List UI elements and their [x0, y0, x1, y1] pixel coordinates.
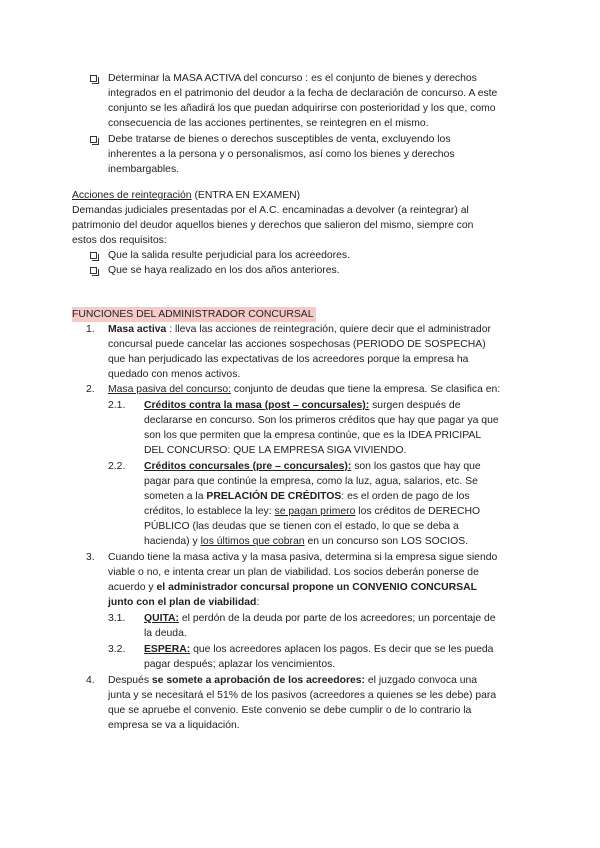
subitem-2-1-bold: Créditos contra la masa (post – concursales): — [144, 400, 370, 411]
item-3-line-3-bold: el administrador concursal propone un CONVENIO CONCURSAL — [156, 582, 477, 593]
requisito-1: Que la salida resulte perjudicial para los acreedores. — [108, 250, 351, 261]
item-2-line-1 — [108, 382, 500, 397]
subitem-2-1-line-4: DEL CONCURSO: QUE LA EMPRESA SIGA VIVIENDO. — [144, 445, 407, 456]
intro-bullet-1-line-3: conjunto se les añadirá los que puedan adquirirse con posterioridad y los que, como — [108, 103, 496, 114]
item-2-underlined: Masa pasiva del concurso: — [108, 384, 232, 395]
subitem-3-1-line-1-text: el perdón de la deuda por parte de los acreedores; un porcentaje de — [179, 613, 496, 624]
subitem-2-1-line-3: son los que permiten que la empresa continúe, que es la IDEA PRICIPAL — [144, 430, 482, 441]
intro-bullet-2-line-2: inherentes a la persona y o personalismos, así como los bienes y derechos — [108, 149, 455, 160]
item-3-line-4-b: : — [256, 597, 260, 608]
item-4-line-3: que se apruebe el convenio. Este convenio se debe cumplir o de lo contrario la — [108, 705, 472, 716]
item-3-line-1: Cuando tiene la masa activa y la masa pasiva, determina si la empresa sigue siendo — [108, 552, 498, 563]
ultimos-que-cobran-underlined: los últimos que cobran — [200, 536, 305, 547]
item-3-line-2: viable o no, e intenta crear un plan de viabilidad. Los socios deberán ponerse de — [108, 567, 479, 578]
subitem-3-1-number: 3.1. — [108, 613, 126, 624]
subitem-2-1-line-2: declararse en concurso. Son los primeros créditos que hay que pagar ya que — [144, 415, 499, 426]
item-1-line-2: concursal puede cancelar las acciones sospechosas (PERIODO DE SOSPECHA) — [108, 339, 486, 350]
reintegracion-paragraph-line-3: estos dos requisitos: — [72, 235, 167, 246]
item-1-number: 1. — [86, 324, 95, 335]
item-3-line-3 — [108, 580, 477, 595]
reintegracion-paragraph-line-2: patrimonio del deudor aquellos bienes y derechos que salieron del mismo, siempre con — [72, 220, 474, 231]
subitem-2-2-line-4-a: créditos, lo establece la ley: — [144, 506, 275, 517]
subitem-2-1-number: 2.1. — [108, 400, 126, 411]
requisito-2: Que se haya realizado en los dos años anteriores. — [108, 265, 340, 276]
item-1-bold: Masa activa — [108, 324, 167, 335]
item-4-number: 4. — [86, 675, 95, 686]
subitem-2-2-line-6 — [144, 534, 468, 549]
item-4-line-1-bold: se somete a aprobación de los acreedores: — [151, 675, 366, 686]
subitem-2-2-line-1 — [144, 459, 481, 474]
prelacion-creditos-bold: PRELACIÓN DE CRÉDITOS — [206, 491, 342, 502]
item-1-line-1-text: : lleva las acciones de reintegración, quiere decir que el administrador — [166, 324, 491, 335]
subitem-3-2-line-1-text: que los acreedores aplacen los pagos. Es decir que se les pueda — [190, 644, 494, 655]
subitem-2-1-line-1-text: surgen después de — [369, 400, 461, 411]
subitem-2-2-line-4 — [144, 504, 480, 519]
funciones-title: FUNCIONES DEL ADMINISTRADOR CONCURSAL — [72, 309, 314, 320]
item-4-line-4: empresa se va a liquidación. — [108, 720, 240, 731]
subitem-3-1-line-2: la deuda. — [144, 628, 187, 639]
item-4-line-1 — [108, 673, 477, 688]
subitem-2-2-line-3 — [144, 489, 470, 504]
intro-bullet-2-line-3: inembargables. — [108, 164, 180, 175]
item-1-line-4: quedado con menos activos. — [108, 369, 241, 380]
subitem-2-2-line-3-b: : es el orden de pago de los — [341, 491, 470, 502]
intro-bullet-1-line-1: Determinar la MASA ACTIVA del concurso : es el conjunto de bienes y derechos — [108, 73, 477, 84]
checkbox-bullet-icon — [90, 75, 97, 82]
item-1-line-3: que han perjudicado las expectativas de los acreedores porque la empresa ha — [108, 354, 469, 365]
subitem-2-2-line-6-b: en un concurso son LOS SOCIOS. — [304, 536, 469, 547]
subitem-2-2-line-5: PÚBLICO (las deudas que se tienen con el estado, lo que se deba a — [144, 521, 459, 532]
espera-bold: ESPERA: — [144, 644, 191, 655]
intro-bullet-1-line-2: integrados en el patrimonio del deudor a la fecha de declaración de concurso. A este — [108, 88, 498, 99]
checkbox-bullet-icon — [90, 267, 97, 274]
subitem-3-2-number: 3.2. — [108, 644, 126, 655]
se-pagan-primero-underlined: se pagan primero — [274, 506, 356, 517]
reintegracion-paragraph-line-1: Demandas judiciales presentadas por el A.C. encaminadas a devolver (a reintegrar) al — [72, 205, 469, 216]
item-3-line-4-bold: junto con el plan de viabilidad — [108, 597, 257, 608]
item-4-line-2: junta y se necesitará el 51% de los pasivos (acreedores a quienes se les debe) para — [108, 690, 497, 701]
item-4-line-1-b: el juzgado convoca una — [365, 675, 478, 686]
subitem-3-2-line-1 — [144, 642, 493, 657]
subitem-2-2-line-2: pagar para que continúe la empresa, como la luz, agua, salarios, etc. Se — [144, 476, 478, 487]
quita-bold: QUITA: — [144, 613, 180, 624]
reintegracion-heading-underlined: Acciones de reintegración — [72, 190, 192, 201]
checkbox-bullet-icon — [90, 136, 97, 143]
subitem-2-2-bold: Créditos concursales (pre – concursales): — [144, 461, 352, 472]
subitem-3-1-line-1 — [144, 611, 496, 626]
subitem-2-2-line-6-a: hacienda) y — [144, 536, 201, 547]
item-3-number: 3. — [86, 552, 95, 563]
intro-bullet-1-line-4: consecuencia de las acciones pertinentes, se reintegren en el mismo. — [108, 118, 429, 129]
subitem-2-2-line-1-text: son los gastos que hay que — [351, 461, 481, 472]
subitem-2-2-line-3-a: someten a la — [144, 491, 207, 502]
item-3-line-3-a: acuerdo y — [108, 582, 157, 593]
item-3-line-4 — [108, 595, 259, 610]
reintegracion-heading-rest: (ENTRA EN EXAMEN) — [191, 190, 301, 201]
intro-bullet-2-line-1: Debe tratarse de bienes o derechos susceptibles de venta, excluyendo los — [108, 134, 451, 145]
subitem-2-1-line-1 — [144, 398, 460, 413]
item-2-number: 2. — [86, 384, 95, 395]
item-2-line-1-text: conjunto de deudas que tiene la empresa. Se clasifica en: — [231, 384, 501, 395]
item-4-line-1-a: Después — [108, 675, 152, 686]
subitem-2-2-line-4-b: los créditos de DERECHO — [355, 506, 481, 517]
subitem-3-2-line-2: pagar después; aplazar los vencimientos. — [144, 659, 336, 670]
subitem-2-2-number: 2.2. — [108, 461, 126, 472]
checkbox-bullet-icon — [90, 252, 97, 259]
item-1-line-1 — [108, 322, 491, 337]
reintegracion-heading — [72, 188, 300, 203]
